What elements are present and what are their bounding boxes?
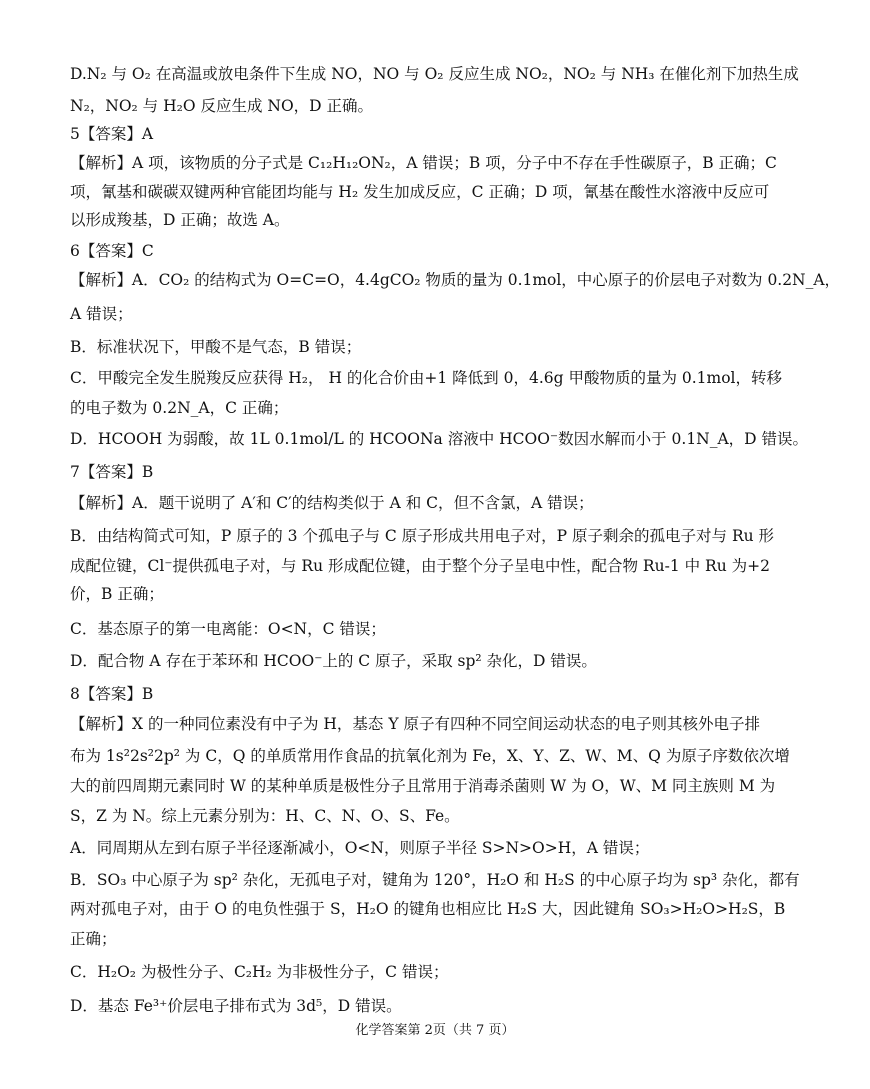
text-line: D．配合物 A 存在于苯环和 HCOO⁻上的 C 原子，采取 sp² 杂化，D 错误。 [70,652,597,670]
text-line: C．H₂O₂ 为极性分子、C₂H₂ 为非极性分子，C 错误； [70,963,449,981]
text-line: 成配位键，Cl⁻提供孤电子对，与 Ru 形成配位键，由于整个分子呈电中性，配合物 Ru-1 中 Ru 为+2 [70,557,770,575]
text-line: B．标准状况下，甲酸不是气态，B 错误； [70,338,362,356]
text-line: 以形成羧基，D 正确；故选 A。 [70,211,290,229]
text-line: 两对孤电子对，由于 O 的电负性强于 S，H₂O 的键角也相应比 H₂S 大，因此键角 SO₃>H₂O>H₂S，B [70,900,786,918]
text-line: 5【答案】A [70,125,154,143]
text-line: 【解析】A．CO₂ 的结构式为 O=C=O，4.4gCO₂ 物质的量为 0.1mol，中心原子的价层电子对数为 0.2N_A， [70,271,841,289]
text-line: 布为 1s²2s²2p² 为 C，Q 的单质常用作食品的抗氧化剂为 Fe，X、Y、Z、W、M、Q 为原子序数依次增 [70,747,790,765]
text-line: C．基态原子的第一电离能：O<N，C 错误； [70,620,386,638]
text-line: A．同周期从左到右原子半径逐渐减小，O<N，则原子半径 S>N>O>H，A 错误； [70,839,650,857]
text-line: 的电子数为 0.2N_A，C 正确； [70,399,289,417]
text-line: S，Z 为 N。综上元素分别为：H、C、N、O、S、Fe。 [70,807,460,825]
text-line: 6【答案】C [70,242,154,260]
text-line: D.N₂ 与 O₂ 在高温或放电条件下生成 NO，NO 与 O₂ 反应生成 NO₂，NO₂ 与 NH₃ 在催化剂下加热生成 [70,65,799,83]
text-line: 【解析】A．题干说明了 A′和 C′的结构类似于 A 和 C，但不含氯，A 错误； [70,494,594,512]
text-line: 正确； [70,930,117,948]
text-line: 大的前四周期元素同时 W 的某种单质是极性分子且常用于消毒杀菌则 W 为 O，W、M 同主族则 M 为 [70,777,776,795]
text-line: 7【答案】B [70,463,154,481]
text-line: D．HCOOH 为弱酸，故 1L 0.1mol/L 的 HCOONa 溶液中 HCOO⁻数因水解而小于 0.1N_A，D 错误。 [70,430,809,448]
text-line: N₂，NO₂ 与 H₂O 反应生成 NO，D 正确。 [70,97,374,115]
text-line: 8【答案】B [70,685,154,703]
text-line: 项，氰基和碳碳双键两种官能团均能与 H₂ 发生加成反应，C 正确；D 项，氰基在酸性水溶液中反应可 [70,183,770,201]
text-line: 【解析】A 项，该物质的分子式是 C₁₂H₁₂ON₂，A 错误；B 项，分子中不存在手性碳原子，B 正确；C [70,154,777,172]
text-line: 价，B 正确； [70,585,164,603]
text-line: D．基态 Fe³⁺价层电子排布式为 3d⁵，D 错误。 [70,997,402,1015]
text-line: C．甲酸完全发生脱羧反应获得 H₂， H 的化合价由+1 降低到 0，4.6g 甲酸物质的量为 0.1mol，转移 [70,369,783,387]
text-line: A 错误； [70,305,133,323]
text-line: B．SO₃ 中心原子为 sp² 杂化，无孤电子对，键角为 120°，H₂O 和 H₂S 的中心原子均为 sp³ 杂化，都有 [70,871,800,889]
text-line: 【解析】X 的一种同位素没有中子为 H，基态 Y 原子有四种不同空间运动状态的电子则其核外电子排 [70,715,760,733]
text-line: B．由结构简式可知，P 原子的 3 个孤电子与 C 原子形成共用电子对，P 原子剩余的孤电子对与 Ru 形 [70,527,775,545]
page-footer: 化学答案第 2页（共 7 页） [355,1023,515,1038]
